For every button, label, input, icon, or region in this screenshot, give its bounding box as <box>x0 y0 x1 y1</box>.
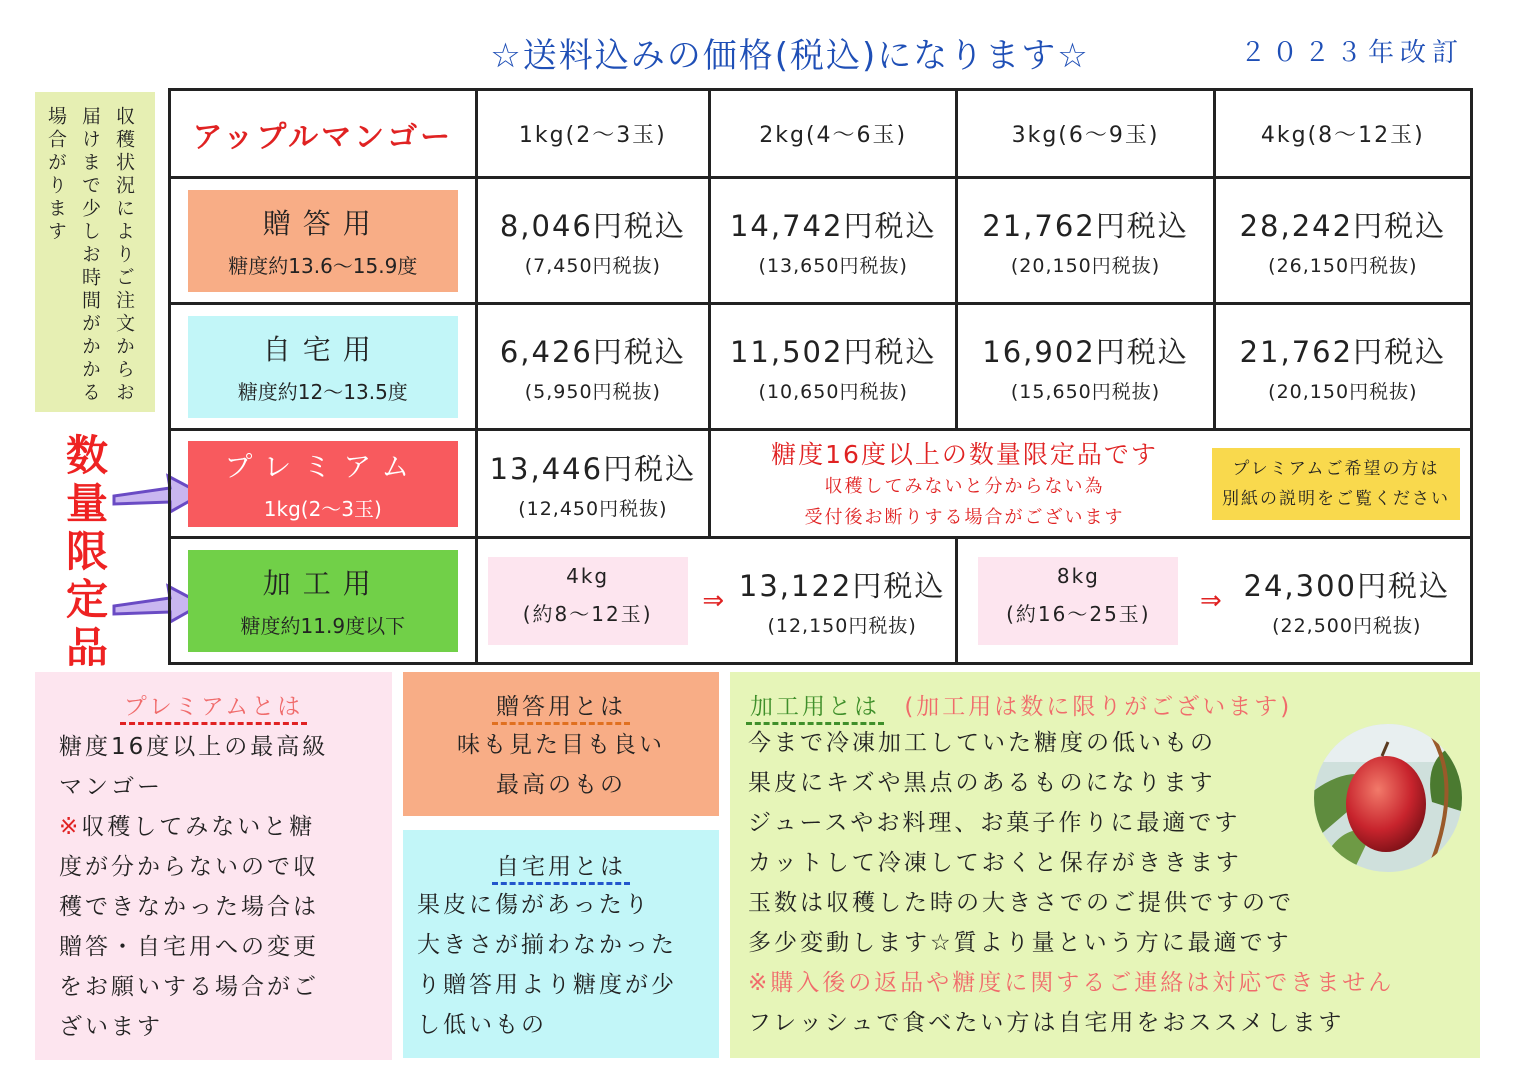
body-line: 玉数は収穫した時の大きさでのご提供ですので <box>748 890 1294 916</box>
price-incl: 13,446円税込 <box>489 451 697 486</box>
price-excl: (22,500円税抜) <box>1272 614 1422 637</box>
table-row-gift <box>170 178 1472 304</box>
weight-header: 3kg(6～9玉) <box>1011 123 1160 148</box>
price-table <box>168 88 1473 665</box>
weight-option-box <box>488 557 688 645</box>
premium-note-line: 受付後お断りする場合がございます <box>804 506 1125 528</box>
box-title: プレミアムとは <box>120 694 307 725</box>
price-incl: 16,902円税込 <box>982 334 1189 369</box>
body-line: 穫できなかった場合は <box>59 894 319 920</box>
price-excl: (20,150円税抜) <box>1010 254 1161 277</box>
table-row-premium <box>170 430 1472 538</box>
harvest-note-text: 収穫状況によりご注文からお届けまで少しお時間がかかる場合がります <box>45 106 135 405</box>
body-line: 糖度16度以上の最高級 <box>59 734 329 760</box>
premium-note-line: 収穫してみないと分からない為 <box>824 475 1105 497</box>
grade-weight: 1kg(2～3玉) <box>263 497 382 521</box>
variety-name: アップルマンゴー <box>192 119 454 155</box>
price-excl: (5,950円税抜) <box>524 380 661 403</box>
option-count: (約8～12玉) <box>522 601 653 626</box>
price-excl: (12,150円税抜) <box>767 614 917 637</box>
body-line: 今まで冷凍加工していた糖度の低いもの <box>748 730 1216 756</box>
box-body <box>403 881 719 1045</box>
body-line: カットして冷凍しておくと保存がききます <box>748 850 1242 876</box>
home-explain-box <box>403 830 719 1058</box>
box-body <box>403 725 719 805</box>
grade-processing <box>188 550 458 652</box>
body-line: し低いもの <box>417 1012 547 1038</box>
warning-line: ※購入後の返品や糖度に関するご連絡は対応できません <box>748 970 1395 996</box>
price-incl: 14,742円税込 <box>729 208 937 243</box>
body-line: をお願いする場合がご <box>59 974 319 1000</box>
grade-sugar: 糖度約12～13.5度 <box>237 380 408 404</box>
weight-header: 4kg(8～12玉) <box>1260 123 1425 148</box>
revision-label: ２０２３年改訂 <box>1240 38 1465 68</box>
grade-sugar: 糖度約13.6～15.9度 <box>228 254 418 278</box>
grade-gift <box>188 190 458 292</box>
body-line: 贈答・自宅用への変更 <box>59 934 319 960</box>
price-incl: 21,762円税込 <box>1239 334 1447 369</box>
double-arrow-icon: ⇒ <box>702 585 725 616</box>
weight-header: 2kg(4～6玉) <box>759 123 908 148</box>
gift-explain-box <box>403 672 719 816</box>
body-line: マンゴー <box>59 774 163 800</box>
option-weight: 8kg <box>1056 563 1100 588</box>
price-incl: 11,502円税込 <box>729 334 937 369</box>
processing-explain-box <box>730 672 1480 1058</box>
body-line: 多少変動します☆質より量という方に最適です <box>748 930 1292 956</box>
price-incl: 13,122円税込 <box>738 568 946 603</box>
grade-sugar: 糖度約11.9度以下 <box>240 614 406 638</box>
double-arrow-icon: ⇒ <box>1200 585 1222 616</box>
price-excl: (26,150円税抜) <box>1268 254 1418 277</box>
body-line: ジュースやお料理、お菓子作りに最適です <box>748 810 1241 836</box>
body-line: 果皮に傷があったり <box>417 892 651 918</box>
body-line: り贈答用より糖度が少 <box>417 972 677 998</box>
premium-note: 糖度16度以上の数量限定品です <box>771 439 1158 469</box>
price-incl: 8,046円税込 <box>499 208 686 243</box>
body-line-mark: ※ <box>59 814 82 840</box>
price-excl: (15,650円税抜) <box>1010 380 1161 403</box>
option-weight: 4kg <box>566 563 610 588</box>
body-line: フレッシュで食べたい方は自宅用をおススメします <box>748 1010 1345 1036</box>
price-incl: 21,762円税込 <box>982 208 1189 243</box>
harvest-note-box <box>35 92 155 412</box>
box-title: 贈答用とは <box>492 694 630 725</box>
grade-premium <box>188 441 458 527</box>
box-title: 加工用とは <box>746 694 884 725</box>
price-incl: 6,426円税込 <box>499 334 686 369</box>
body-line: 大きさが揃わなかった <box>417 932 677 958</box>
body-line: ざいます <box>59 1014 163 1040</box>
body-line: 味も見た目も良い <box>457 732 665 758</box>
box-body <box>35 721 392 1047</box>
table-row-home <box>170 304 1472 430</box>
premium-explain-box <box>35 672 392 1060</box>
price-excl: (10,650円税抜) <box>758 380 908 403</box>
body-line: 最高のもの <box>496 772 626 798</box>
box-subtitle: (加工用は数に限りがございます) <box>904 694 1293 720</box>
table-row-processing <box>170 538 1472 664</box>
grade-name: 贈答用 <box>262 207 383 240</box>
box-title: 自宅用とは <box>492 854 630 885</box>
page-title: ☆送料込みの価格(税込)になります☆ <box>490 36 1090 76</box>
price-excl: (12,450円税抜) <box>518 497 668 520</box>
yellow-note-line: 別紙の説明をご覧ください <box>1222 488 1450 509</box>
grade-name: プレミアム <box>224 450 422 483</box>
limited-label: 数量限定品 <box>65 431 108 672</box>
grade-name: 加工用 <box>262 567 383 600</box>
table-header-row <box>170 90 1472 178</box>
body-line: 果皮にキズや黒点のあるものになります <box>748 770 1216 796</box>
price-excl: (7,450円税抜) <box>524 254 661 277</box>
grade-name: 自宅用 <box>262 333 383 366</box>
yellow-note-line: プレミアムご希望の方は <box>1232 458 1440 479</box>
body-line: 収穫してみないと糖 <box>81 814 316 840</box>
price-incl: 28,242円税込 <box>1239 208 1447 243</box>
premium-yellow-note <box>1212 448 1460 520</box>
grade-home <box>188 316 458 418</box>
price-excl: (13,650円税抜) <box>758 254 908 277</box>
body-line: 度が分からないので収 <box>59 854 319 880</box>
weight-option-box <box>978 557 1178 645</box>
option-count: (約16～25玉) <box>1006 601 1151 626</box>
price-excl: (20,150円税抜) <box>1268 380 1418 403</box>
mango-photo <box>1312 722 1464 874</box>
weight-header: 1kg(2～3玉) <box>518 123 667 148</box>
price-incl: 24,300円税込 <box>1243 568 1450 603</box>
